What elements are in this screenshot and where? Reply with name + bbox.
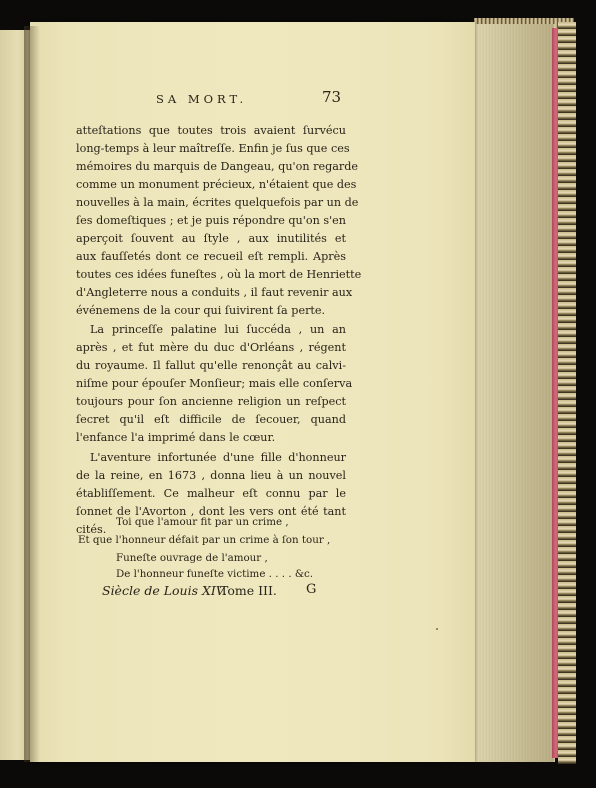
verse-line: Funeſte ouvrage de l'amour ,: [116, 552, 268, 564]
text-line: ſes domeſtiques ; et je puis répondre qu'on s'en: [76, 214, 346, 227]
text-line: l'enfance l'a imprimé dans le cœur.: [76, 431, 276, 444]
verse-line: Et que l'honneur défait par un crime à ſon tour ,: [78, 534, 331, 546]
text-line: L'aventure infortunée d'une fille d'honneur: [90, 451, 346, 464]
text-line: d'Angleterre nous a conduits , il faut revenir aux: [76, 286, 353, 299]
paper-speck: [436, 628, 438, 630]
text-line: aux fauſſetés dont ce recueil eſt rempli. Après: [76, 250, 346, 263]
gutter-shadow: [24, 26, 40, 762]
text-line: mémoires du marquis de Dangeau, qu'on regarde: [76, 160, 359, 173]
text-line: événemens de la cour qui ſuivirent ſa perte.: [76, 304, 326, 317]
running-head: SA MORT.: [156, 92, 248, 106]
text-line: du royaume. Il fallut qu'elle renonçât au calvi-: [76, 359, 346, 372]
text-line: long-temps à leur maîtreſſe. Enfin je ſus que ces: [76, 142, 350, 155]
page-number: 73: [322, 88, 342, 106]
binding-edge: [558, 22, 576, 764]
signature-title: Siècle de Louis XIV.: [102, 583, 227, 598]
text-line: aperçoit ſouvent au ſtyle , aux inutilités et: [76, 232, 346, 245]
text-line: atteſtations que toutes trois avaient ſurvécu: [76, 124, 346, 137]
text-line: comme un monument précieux, n'étaient que des: [76, 178, 357, 191]
text-line: toujours pour ſon ancienne religion un reſpect: [76, 395, 346, 408]
text-line: après , et fut mère du duc d'Orléans , régent: [76, 341, 346, 354]
text-line: nouvelles à la main, écrites quelquefois par un de: [76, 196, 359, 209]
text-line: niſme pour épouſer Monſieur; mais elle conſerva: [76, 377, 353, 390]
text-line: ſecret qu'il eſt difficile de ſecouer, quand: [76, 413, 346, 426]
volume-label: Tome III.: [220, 583, 277, 598]
signature-letter: G: [306, 582, 317, 597]
text-line: de la reine, en 1673 , donna lieu à un nouvel: [76, 469, 346, 482]
text-line: ſonnet de l'Avorton , dont les vers ont été tant: [76, 505, 346, 518]
text-line: cités.: [76, 523, 107, 536]
verse-line: De l'honneur funeſte victime . . . . &c.: [116, 568, 314, 580]
verse-line: Toi que l'amour fit par un crime ,: [116, 516, 289, 528]
text-line: La princeſſe palatine lui ſuccéda , un an: [90, 323, 346, 336]
text-line: toutes ces idées funeſtes , où la mort de Henriette: [76, 268, 362, 281]
text-line: établiſſement. Ce malheur eſt connu par le: [76, 487, 346, 500]
